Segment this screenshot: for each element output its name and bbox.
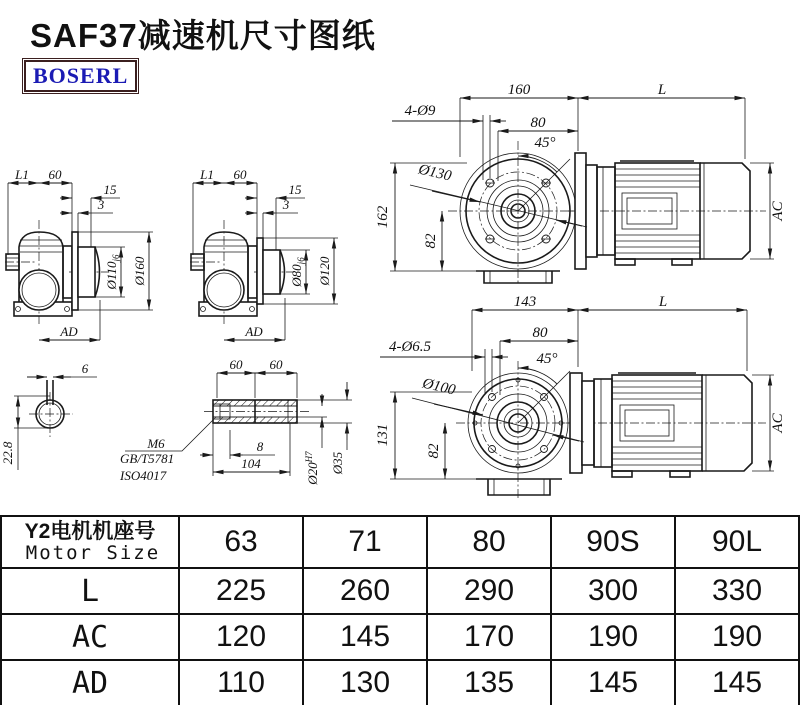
- dim-label: Ø130: [416, 161, 453, 185]
- table-cell: 145: [551, 660, 675, 705]
- dim-label: 8: [256, 439, 264, 454]
- motor-frame-label-en: Motor Size: [25, 542, 161, 565]
- dim-label: 82: [423, 233, 439, 249]
- dim-label: 80: [530, 115, 546, 131]
- table-cell: 290: [427, 568, 551, 614]
- dim-label: 60: [269, 357, 283, 372]
- dim-label: AD: [245, 324, 263, 339]
- dim-label: 4-Ø6.5: [388, 339, 432, 355]
- page-title: SAF37减速机尺寸图纸: [30, 17, 376, 54]
- dim-label: Ø120: [317, 256, 332, 286]
- table-cell: 110: [179, 660, 303, 705]
- dim-label: 22.8: [0, 441, 15, 465]
- table-cell: 145: [675, 660, 799, 705]
- row-label: L: [1, 568, 179, 614]
- dim-label: $Ø20^{H7}$: [304, 451, 320, 485]
- motor-outline: [566, 373, 766, 477]
- dim-label: L1: [15, 167, 29, 182]
- table-cell: 330: [675, 568, 799, 614]
- flange-front: [456, 361, 586, 499]
- dim-label: 60: [233, 167, 247, 182]
- table-cell: 145: [303, 614, 427, 660]
- table-cell: 170: [427, 614, 551, 660]
- table-cell: 90L: [675, 516, 799, 568]
- shaft-outline: [204, 400, 310, 423]
- table-cell: 190: [551, 614, 675, 660]
- table-cell: 80: [427, 516, 551, 568]
- dim-label: AC: [770, 201, 786, 221]
- table-row: [1, 614, 799, 660]
- table-cell: 71: [303, 516, 427, 568]
- dim-label: 60: [48, 167, 62, 182]
- dim-label: 15: [103, 182, 117, 197]
- dim-label: 104: [241, 456, 261, 471]
- housing-outline: [5, 220, 109, 324]
- table-row: [1, 660, 799, 705]
- brand-logo: BOSERL: [24, 60, 137, 92]
- housing-outline: [190, 220, 294, 324]
- table-header-row: [1, 516, 799, 568]
- row-label: AD: [1, 660, 179, 705]
- dim-label: AC: [770, 413, 786, 433]
- table-cell: 135: [427, 660, 551, 705]
- shaft-key-section: [0, 358, 120, 498]
- flange-front: [448, 141, 588, 285]
- dim-label: GB/T5781: [120, 451, 175, 466]
- dim-label: 6: [81, 361, 89, 376]
- motor-frame-label-cn: Y2电机机座号: [24, 520, 156, 543]
- table-cell: 225: [179, 568, 303, 614]
- gearmotor-front-view-small: [372, 295, 800, 515]
- table-cell: 190: [675, 614, 799, 660]
- dim-label: 60: [229, 357, 243, 372]
- table-cell: 90S: [551, 516, 675, 568]
- table-cell: 260: [303, 568, 427, 614]
- dim-label: L1: [200, 167, 214, 182]
- dim-label: 80: [532, 325, 548, 341]
- dim-label: Ø100: [420, 375, 457, 399]
- dim-label: L: [657, 82, 667, 98]
- table-header-cell: [1, 516, 179, 568]
- dim-label: 131: [375, 423, 391, 447]
- dim-label: 160: [507, 82, 531, 98]
- dim-label: ISO4017: [120, 468, 167, 483]
- dim-label: 3: [97, 197, 105, 212]
- dim-label: L: [658, 294, 668, 310]
- table-row: [1, 568, 799, 614]
- motor-outline: [568, 153, 766, 269]
- dim-label: 15: [288, 182, 302, 197]
- gearbox-side-view-large: [5, 150, 177, 348]
- dim-label: 4-Ø9: [404, 103, 436, 119]
- dim-label: 143: [513, 294, 537, 310]
- table-cell: 130: [303, 660, 427, 705]
- gearbox-side-view-small: [190, 150, 362, 348]
- dim-label: M6: [147, 436, 165, 451]
- shaft-outline: [29, 380, 73, 437]
- row-label: AC: [1, 614, 179, 660]
- dim-label: 82: [426, 443, 442, 459]
- dim-label: Ø160: [132, 256, 147, 286]
- dim-label: $Ø80_{j6}$: [289, 257, 306, 287]
- motor-size-table: [0, 515, 800, 705]
- dim-label: 3: [282, 197, 290, 212]
- dim-label: AD: [60, 324, 78, 339]
- table-cell: 300: [551, 568, 675, 614]
- table-cell: 120: [179, 614, 303, 660]
- dim-label: 45°: [534, 135, 556, 151]
- dim-label: Ø35: [330, 451, 345, 475]
- hollow-shaft-section: [120, 350, 390, 515]
- dimensions: [0, 361, 97, 470]
- dim-label: 45°: [536, 351, 558, 367]
- dim-label: 162: [375, 205, 391, 229]
- table-cell: 63: [179, 516, 303, 568]
- dim-label: $Ø110_{j6}$: [104, 254, 121, 290]
- gearmotor-front-view-large: [372, 82, 800, 297]
